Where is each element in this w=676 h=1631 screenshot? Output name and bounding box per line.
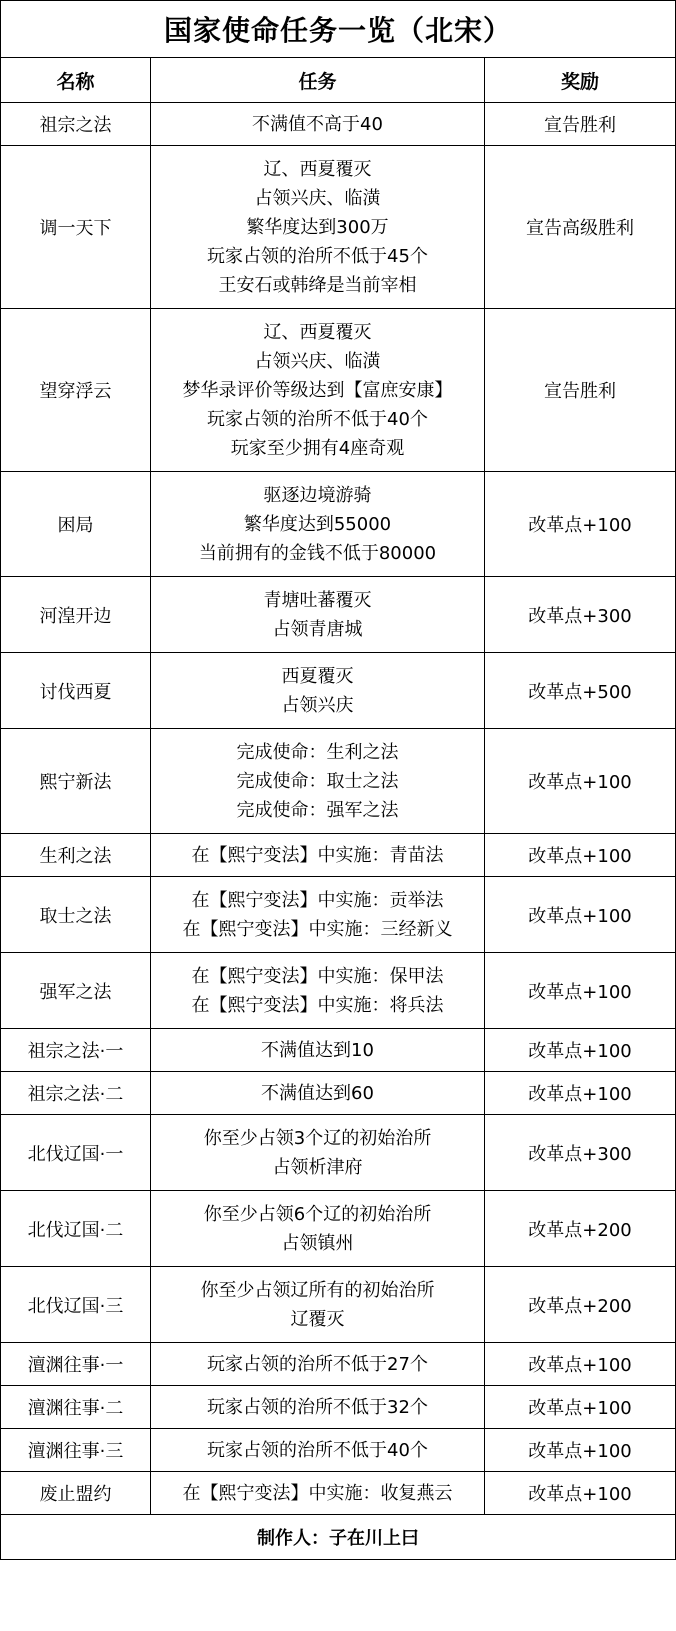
mission-name: 熙宁新法 [1,729,151,834]
mission-reward: 改革点+100 [485,834,676,877]
mission-name: 调一天下 [1,146,151,309]
mission-reward: 宣告胜利 [485,103,676,146]
table-row [1,1429,676,1472]
mission-tasks [151,953,485,1029]
table-row [1,1029,676,1072]
task-line: 占领镇州 [281,1232,354,1254]
task-line: 青塘吐蕃覆灭 [263,589,372,611]
table-row [1,309,676,472]
table-row [1,1072,676,1115]
mission-name: 祖宗之法·二 [1,1072,151,1115]
mission-reward: 改革点+100 [485,1386,676,1429]
mission-name: 望穿浮云 [1,309,151,472]
mission-tasks [151,1386,485,1429]
task-line: 繁华度达到55000 [243,513,392,535]
task-line: 辽、西夏覆灭 [263,158,372,180]
column-header-name: 名称 [1,58,151,103]
task-line: 完成使命：生利之法 [236,741,399,763]
author-credit: 制作人：子在川上曰 [1,1515,676,1560]
mission-name: 北伐辽国·二 [1,1191,151,1267]
column-header-reward: 奖励 [485,58,676,103]
task-line: 在【熙宁变法】中实施：将兵法 [191,994,444,1016]
mission-reward: 改革点+200 [485,1191,676,1267]
mission-name: 强军之法 [1,953,151,1029]
mission-tasks [151,1191,485,1267]
mission-name: 北伐辽国·一 [1,1115,151,1191]
task-line: 玩家占领的治所不低于40个 [207,1439,428,1461]
mission-reward: 改革点+100 [485,1029,676,1072]
task-line: 辽、西夏覆灭 [263,321,372,343]
mission-tasks [151,729,485,834]
task-line: 当前拥有的金钱不低于80000 [198,542,437,564]
task-line: 繁华度达到300万 [246,216,389,238]
task-line: 辽覆灭 [290,1308,345,1330]
table-row [1,577,676,653]
mission-reward: 改革点+100 [485,953,676,1029]
task-line: 完成使命：强军之法 [236,799,399,821]
mission-name: 澶渊往事·三 [1,1429,151,1472]
column-header-task: 任务 [151,58,485,103]
task-line: 梦华录评价等级达到【富庶安康】 [182,379,453,401]
mission-reward: 改革点+100 [485,1343,676,1386]
table-row [1,653,676,729]
mission-name: 河湟开边 [1,577,151,653]
mission-name: 北伐辽国·三 [1,1267,151,1343]
table-row [1,1386,676,1429]
mission-name: 困局 [1,472,151,577]
task-line: 不满值不高于40 [252,113,383,135]
mission-tasks [151,103,485,146]
table-row [1,1472,676,1515]
table-row [1,103,676,146]
mission-tasks [151,653,485,729]
mission-tasks [151,1343,485,1386]
task-line: 你至少占领辽所有的初始治所 [200,1279,435,1301]
mission-tasks [151,834,485,877]
mission-tasks [151,1115,485,1191]
header-row [1,58,676,103]
mission-name: 取士之法 [1,877,151,953]
mission-reward: 改革点+500 [485,653,676,729]
task-line: 在【熙宁变法】中实施：青苗法 [191,844,444,866]
task-line: 不满值达到60 [261,1082,374,1104]
task-line: 玩家占领的治所不低于32个 [207,1396,428,1418]
task-line: 玩家占领的治所不低于45个 [207,245,428,267]
table-row [1,834,676,877]
task-line: 在【熙宁变法】中实施：收复燕云 [182,1482,453,1504]
mission-name: 生利之法 [1,834,151,877]
mission-reward: 改革点+100 [485,1429,676,1472]
mission-name: 祖宗之法 [1,103,151,146]
task-line: 驱逐边境游骑 [263,484,372,506]
mission-name: 澶渊往事·二 [1,1386,151,1429]
task-line: 你至少占领6个辽的初始治所 [203,1203,432,1225]
task-line: 占领析津府 [272,1156,363,1178]
mission-tasks [151,1267,485,1343]
mission-reward: 改革点+200 [485,1267,676,1343]
mission-reward: 改革点+100 [485,472,676,577]
mission-tasks [151,1472,485,1515]
task-line: 占领青唐城 [272,618,363,640]
mission-reward: 改革点+300 [485,577,676,653]
mission-name: 讨伐西夏 [1,653,151,729]
mission-tasks [151,472,485,577]
mission-tasks [151,1429,485,1472]
mission-name: 祖宗之法·一 [1,1029,151,1072]
task-line: 玩家占领的治所不低于27个 [207,1353,428,1375]
mission-tasks [151,1029,485,1072]
mission-tasks [151,146,485,309]
task-line: 在【熙宁变法】中实施：三经新义 [182,918,453,940]
table-body [1,103,676,1515]
mission-tasks [151,577,485,653]
mission-reward: 改革点+100 [485,877,676,953]
mission-reward: 改革点+300 [485,1115,676,1191]
table-row [1,953,676,1029]
table-row [1,1343,676,1386]
table-row [1,472,676,577]
mission-tasks [151,309,485,472]
task-line: 玩家至少拥有4座奇观 [230,437,405,459]
task-line: 你至少占领3个辽的初始治所 [203,1127,432,1149]
mission-reward: 宣告高级胜利 [485,146,676,309]
mission-tasks [151,1072,485,1115]
table-row [1,729,676,834]
mission-reward: 改革点+100 [485,1072,676,1115]
task-line: 占领兴庆 [281,694,354,716]
mission-reward: 宣告胜利 [485,309,676,472]
mission-reward: 改革点+100 [485,729,676,834]
task-line: 占领兴庆、临潢 [254,350,381,372]
task-line: 王安石或韩绛是当前宰相 [218,274,417,296]
table-row [1,1267,676,1343]
task-line: 占领兴庆、临潢 [254,187,381,209]
task-line: 玩家占领的治所不低于40个 [207,408,428,430]
table-row [1,1115,676,1191]
task-line: 在【熙宁变法】中实施：贡举法 [191,889,444,911]
table-row [1,146,676,309]
task-line: 不满值达到10 [261,1039,374,1061]
table-row [1,1191,676,1267]
mission-reward: 改革点+100 [485,1472,676,1515]
mission-tasks [151,877,485,953]
table-row [1,877,676,953]
mission-name: 废止盟约 [1,1472,151,1515]
mission-name: 澶渊往事·一 [1,1343,151,1386]
page-title: 国家使命任务一览（北宋） [1,1,676,58]
task-line: 完成使命：取士之法 [236,770,399,792]
task-line: 在【熙宁变法】中实施：保甲法 [191,965,444,987]
task-line: 西夏覆灭 [281,665,354,687]
